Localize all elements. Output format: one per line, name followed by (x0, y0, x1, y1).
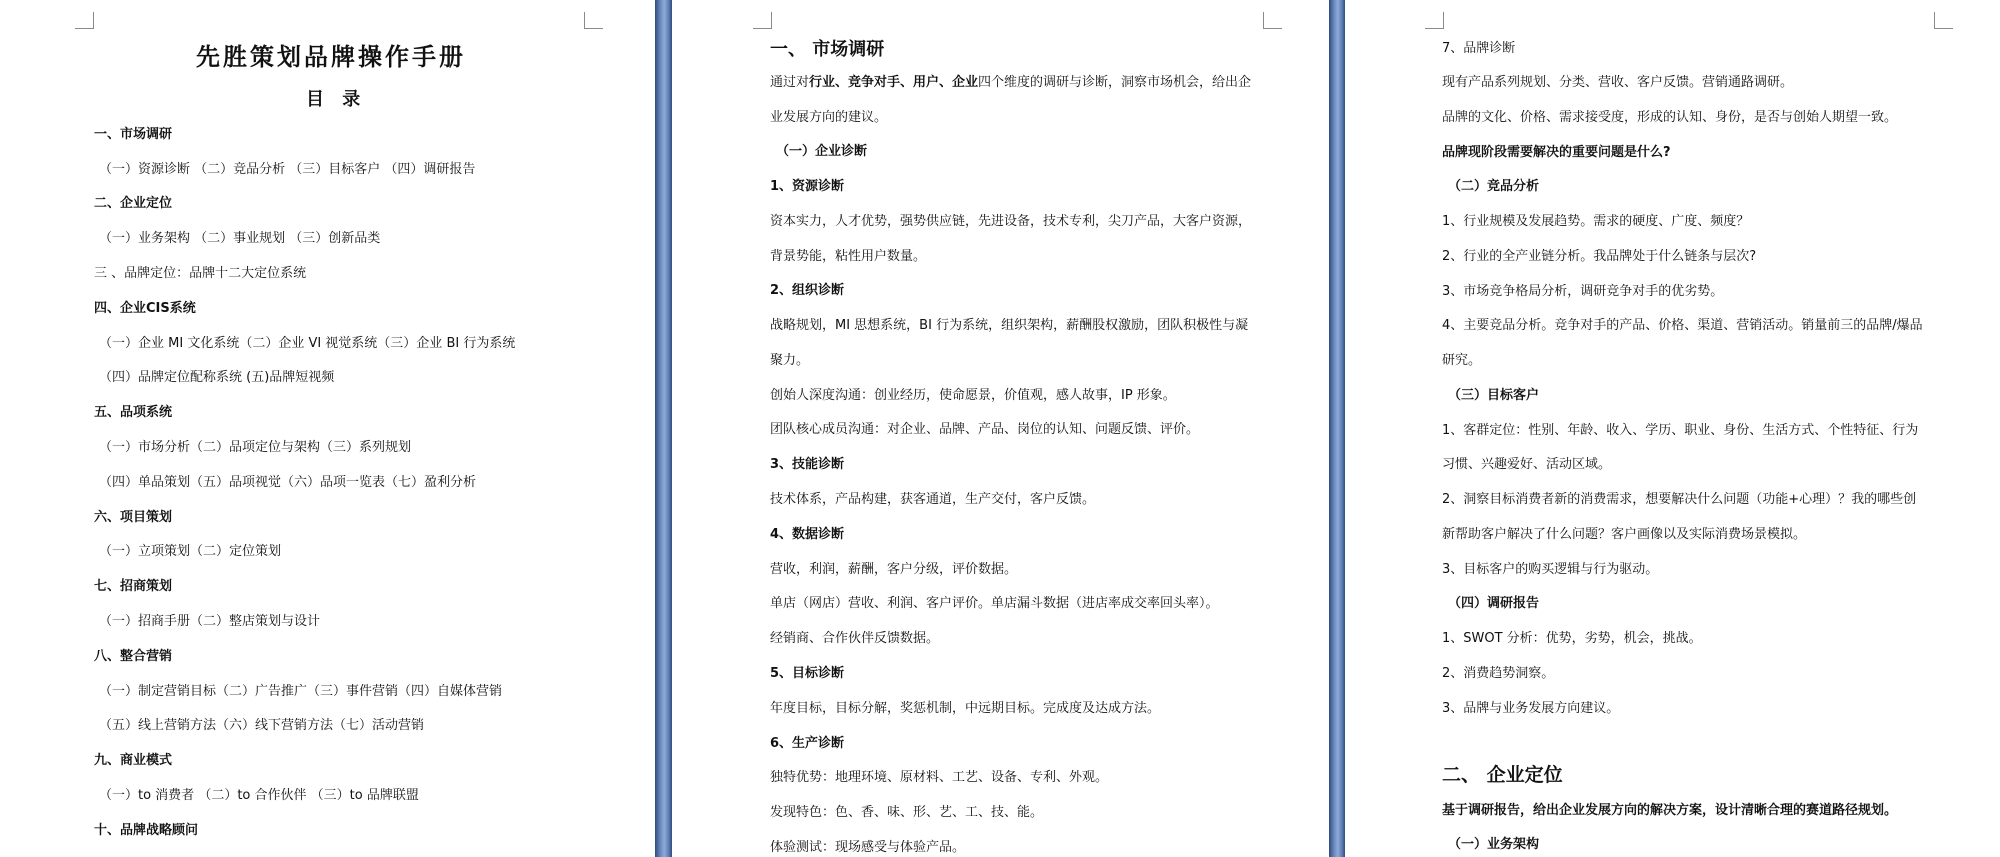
toc-subentry[interactable]: （一）招商手册（二）整店策划与设计 (99, 614, 321, 629)
toc-subentry[interactable]: （一）资源诊断 （二）竞品分析 （三）目标客户 （四）调研报告 (99, 162, 476, 177)
item-heading: 6、生产诊断 (770, 736, 845, 751)
document-title: 先胜策划品牌操作手册 (196, 43, 466, 71)
document-page-3 (1345, 0, 2000, 857)
page-gap-divider (1329, 0, 1345, 857)
paragraph-line: 技术体系，产品构建，获客通道，生产交付，客户反馈。 (770, 492, 1096, 507)
item-heading: 4、数据诊断 (770, 527, 845, 542)
paragraph-line: 现有产品系列规划、分类、营收、客户反馈。营销通路调研。 (1442, 75, 1794, 90)
paragraph-line: 1、行业规模及发展趋势。需求的硬度、广度、频度？ (1442, 214, 1750, 229)
toc-entry[interactable]: 三 、品牌定位：品牌十二大定位系统 (94, 266, 307, 281)
paragraph-line: 经销商、合作伙伴反馈数据。 (770, 631, 940, 646)
paragraph-line: 体验测试：现场感受与体验产品。 (770, 840, 966, 855)
toc-subentry[interactable]: （四）品牌定位配称系统 (五)品牌短视频 (99, 370, 335, 385)
item-heading: 2、组织诊断 (770, 283, 845, 298)
paragraph-line: 3、目标客户的购买逻辑与行为驱动。 (1442, 562, 1659, 577)
item-heading: 5、目标诊断 (770, 666, 845, 681)
paragraph-line: 品牌现阶段需要解决的重要问题是什么? (1442, 145, 1671, 160)
subsection-heading: （三）目标客户 (1448, 388, 1540, 403)
paragraph-line: 背景势能，粘性用户数量。 (770, 249, 927, 264)
crop-mark-icon (75, 12, 94, 29)
paragraph-line: 营收，利润，薪酬，客户分级，评价数据。 (770, 562, 1018, 577)
paragraph-line: 发现特色：色、香、味、形、艺、工、技、能。 (770, 805, 1044, 820)
paragraph-line: 1、SWOT 分析：优势，劣势，机会，挑战。 (1442, 631, 1702, 646)
toc-subentry[interactable]: （五）线上营销方法（六）线下营销方法（七）活动营销 (99, 718, 425, 733)
crop-mark-icon (584, 12, 603, 29)
toc-entry[interactable]: 七、招商策划 (94, 579, 173, 594)
paragraph-line: 3、市场竞争格局分析，调研竞争对手的优劣势。 (1442, 284, 1724, 299)
toc-subentry[interactable]: （一）立项策划（二）定位策划 (99, 544, 282, 559)
item-heading: 3、技能诊断 (770, 457, 845, 472)
paragraph-line (770, 76, 1251, 89)
paragraph-line: 1、客群定位：性别、年龄、收入、学历、职业、身份、生活方式、个性特征、行为 (1442, 423, 1919, 438)
section-heading: 一、 市场调研 (770, 39, 885, 60)
paragraph-line: 业发展方向的建议。 (770, 110, 888, 125)
toc-subentry[interactable]: （一）企业 MI 文化系统（二）企业 VI 视觉系统（三）企业 BI 行为系统 (99, 336, 516, 351)
paragraph-line: 聚力。 (770, 353, 810, 368)
document-page-2 (672, 0, 1329, 857)
crop-mark-icon (1263, 12, 1282, 29)
paragraph-line: 创始人深度沟通：创业经历，使命愿景，价值观，感人故事，IP 形象。 (770, 388, 1176, 403)
toc-entry[interactable]: 六、项目策划 (94, 510, 173, 525)
item-heading: 7、品牌诊断 (1442, 41, 1516, 56)
crop-mark-icon (1425, 12, 1444, 29)
toc-subentry[interactable]: （一）业务架构 （二）事业规划 （三）创新品类 (99, 231, 381, 246)
paragraph-line: 2、洞察目标消费者新的消费需求，想要解决什么问题（功能+心理）？我的哪些创 (1442, 492, 1917, 507)
toc-entry[interactable]: 十、品牌战略顾问 (94, 823, 199, 838)
item-heading: 1、资源诊断 (770, 179, 845, 194)
section-heading: 二、 企业定位 (1442, 764, 1563, 786)
paragraph-line: 2、行业的全产业链分析。我品牌处于什么链条与层次? (1442, 249, 1757, 264)
paragraph-line: 战略规划，MI 思想系统，BI 行为系统，组织架构，薪酬股权激励，团队积极性与凝 (770, 318, 1249, 333)
paragraph-line: 基于调研报告，给出企业发展方向的解决方案，设计清晰合理的赛道路径规划。 (1442, 803, 1898, 818)
toc-subentry[interactable]: （一）制定营销目标（二）广告推广（三）事件营销（四）自媒体营销 (99, 684, 503, 699)
paragraph-line: 品牌的文化、价格、需求接受度，形成的认知、身份，是否与创始人期望一致。 (1442, 110, 1898, 125)
page-gap-divider (655, 0, 672, 857)
paragraph-line: 资本实力，人才优势，强势供应链，先进设备，技术专利，尖刀产品，大客户资源， (770, 214, 1252, 229)
toc-heading: 目 录 (306, 89, 367, 110)
intro-bold-text: 行业、竞争对手、用户、企业 (809, 75, 979, 90)
paragraph-line: 单店（网店）营收、利润、客户评价。单店漏斗数据（进店率成交率回头率）。 (770, 596, 1219, 611)
toc-entry[interactable]: 八、整合营销 (94, 649, 173, 664)
document-page-1 (0, 0, 655, 857)
intro-text: 四个维度的调研与诊断，洞察市场机会，给出企 (978, 75, 1252, 90)
crop-mark-icon (1934, 12, 1953, 29)
subsection-heading: （二）竞品分析 (1448, 179, 1540, 194)
paragraph-line: 2、消费趋势洞察。 (1442, 666, 1555, 681)
paragraph-line: 3、品牌与业务发展方向建议。 (1442, 701, 1620, 716)
toc-subentry[interactable]: （一）市场分析（二）品项定位与架构（三）系列规划 (99, 440, 412, 455)
toc-subentry[interactable]: （四）单品策划（五）品项视觉（六）品项一览表（七）盈利分析 (99, 475, 477, 490)
paragraph-line: 4、主要竞品分析。竞争对手的产品、价格、渠道、营销活动。销量前三的品牌/爆品 (1442, 318, 1923, 333)
toc-entry[interactable]: 一、市场调研 (94, 127, 173, 142)
crop-mark-icon (753, 12, 772, 29)
subsection-heading: （一）业务架构 (1448, 837, 1540, 852)
paragraph-line: 习惯、兴趣爱好、活动区域。 (1442, 457, 1612, 472)
intro-text: 通过对 (770, 75, 810, 90)
paragraph-line: 团队核心成员沟通：对企业、品牌、产品、岗位的认知、问题反馈、评价。 (770, 422, 1200, 437)
toc-subentry[interactable]: （一）to 消费者 （二）to 合作伙伴 （三）to 品牌联盟 (99, 788, 419, 803)
toc-entry[interactable]: 二、企业定位 (94, 196, 173, 211)
toc-entry[interactable]: 四、企业CIS系统 (94, 301, 196, 316)
paragraph-line: 年度目标，目标分解，奖惩机制，中远期目标。完成度及达成方法。 (770, 701, 1161, 716)
paragraph-line: 独特优势：地理环境、原材料、工艺、设备、专利、外观。 (770, 770, 1109, 785)
subsection-heading: （一）企业诊断 (776, 144, 868, 159)
paragraph-line: 新帮助客户解决了什么问题？客户画像以及实际消费场景模拟。 (1442, 527, 1807, 542)
paragraph-line: 研究。 (1442, 353, 1482, 368)
toc-entry[interactable]: 五、品项系统 (94, 405, 173, 420)
subsection-heading: （四）调研报告 (1448, 596, 1540, 611)
toc-entry[interactable]: 九、商业模式 (94, 753, 173, 768)
